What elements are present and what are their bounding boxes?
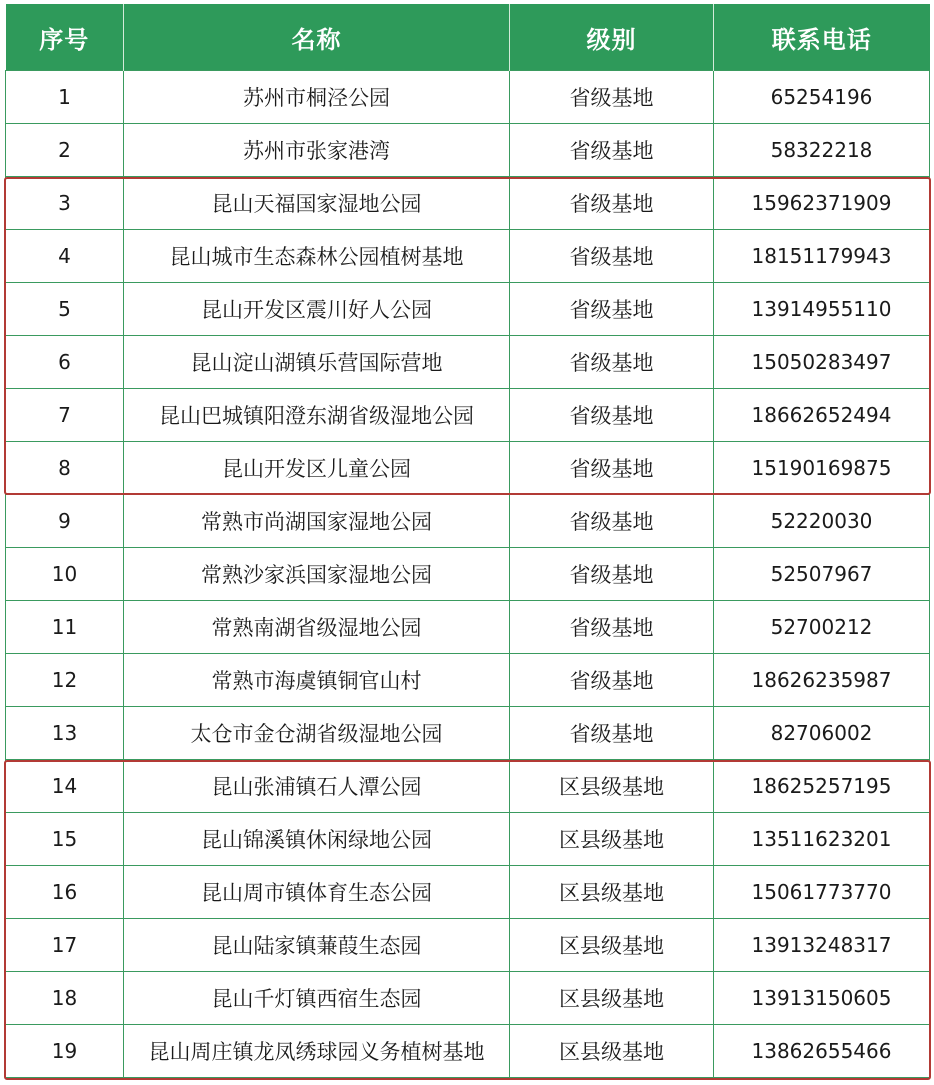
- cell-name: 昆山陆家镇蒹葭生态园: [124, 919, 510, 972]
- cell-level: 省级基地: [510, 495, 714, 548]
- table-row: [6, 972, 930, 1025]
- cell-index: 17: [6, 919, 124, 972]
- cell-index: 3: [6, 177, 124, 230]
- cell-index: 2: [6, 124, 124, 177]
- cell-index: 9: [6, 495, 124, 548]
- cell-level: 省级基地: [510, 654, 714, 707]
- cell-phone: 82706002: [714, 707, 930, 760]
- cell-index: 10: [6, 548, 124, 601]
- cell-phone: 13914955110: [714, 283, 930, 336]
- table-row: [6, 177, 930, 230]
- cell-name: 昆山天福国家湿地公园: [124, 177, 510, 230]
- table-row: [6, 1025, 930, 1078]
- cell-phone: 52220030: [714, 495, 930, 548]
- cell-level: 省级基地: [510, 124, 714, 177]
- cell-phone: 13511623201: [714, 813, 930, 866]
- cell-name: 太仓市金仓湖省级湿地公园: [124, 707, 510, 760]
- cell-level: 区县级基地: [510, 813, 714, 866]
- cell-name: 昆山巴城镇阳澄东湖省级湿地公园: [124, 389, 510, 442]
- table-row: [6, 601, 930, 654]
- cell-name: 常熟市尚湖国家湿地公园: [124, 495, 510, 548]
- header-index: 序号: [6, 4, 124, 71]
- cell-phone: 18626235987: [714, 654, 930, 707]
- table-row: [6, 654, 930, 707]
- table-header-row: [6, 4, 930, 71]
- cell-name: 常熟南湖省级湿地公园: [124, 601, 510, 654]
- cell-phone: 13913248317: [714, 919, 930, 972]
- cell-phone: 18151179943: [714, 230, 930, 283]
- cell-level: 省级基地: [510, 177, 714, 230]
- table-row: [6, 813, 930, 866]
- cell-name: 昆山锦溪镇休闲绿地公园: [124, 813, 510, 866]
- cell-level: 省级基地: [510, 442, 714, 495]
- cell-phone: 18625257195: [714, 760, 930, 813]
- table-row: [6, 707, 930, 760]
- cell-level: 省级基地: [510, 548, 714, 601]
- cell-level: 区县级基地: [510, 866, 714, 919]
- cell-phone: 52700212: [714, 601, 930, 654]
- cell-level: 省级基地: [510, 230, 714, 283]
- cell-phone: 65254196: [714, 71, 930, 124]
- cell-name: 昆山张浦镇石人潭公园: [124, 760, 510, 813]
- cell-index: 7: [6, 389, 124, 442]
- header-level: 级别: [510, 4, 714, 71]
- cell-phone: 13913150605: [714, 972, 930, 1025]
- table-row: [6, 866, 930, 919]
- header-phone: 联系电话: [714, 4, 930, 71]
- cell-phone: 13862655466: [714, 1025, 930, 1078]
- cell-index: 13: [6, 707, 124, 760]
- cell-name: 苏州市张家港湾: [124, 124, 510, 177]
- cell-index: 4: [6, 230, 124, 283]
- cell-level: 省级基地: [510, 336, 714, 389]
- cell-phone: 52507967: [714, 548, 930, 601]
- cell-name: 昆山周市镇体育生态公园: [124, 866, 510, 919]
- cell-level: 区县级基地: [510, 760, 714, 813]
- table-row: [6, 495, 930, 548]
- table-row: [6, 919, 930, 972]
- cell-level: 区县级基地: [510, 972, 714, 1025]
- cell-index: 6: [6, 336, 124, 389]
- cell-phone: 18662652494: [714, 389, 930, 442]
- cell-level: 区县级基地: [510, 1025, 714, 1078]
- table-row: [6, 760, 930, 813]
- cell-name: 昆山周庄镇龙凤绣球园义务植树基地: [124, 1025, 510, 1078]
- header-name: 名称: [124, 4, 510, 71]
- cell-index: 1: [6, 71, 124, 124]
- cell-level: 省级基地: [510, 601, 714, 654]
- cell-index: 19: [6, 1025, 124, 1078]
- cell-level: 省级基地: [510, 71, 714, 124]
- table-row: [6, 548, 930, 601]
- cell-index: 8: [6, 442, 124, 495]
- cell-level: 省级基地: [510, 283, 714, 336]
- cell-index: 16: [6, 866, 124, 919]
- table-row: [6, 124, 930, 177]
- cell-name: 常熟沙家浜国家湿地公园: [124, 548, 510, 601]
- table-row: [6, 283, 930, 336]
- table-row: [6, 336, 930, 389]
- cell-name: 苏州市桐泾公园: [124, 71, 510, 124]
- table-row: [6, 230, 930, 283]
- cell-name: 昆山千灯镇西宿生态园: [124, 972, 510, 1025]
- cell-phone: 15190169875: [714, 442, 930, 495]
- cell-name: 昆山开发区震川好人公园: [124, 283, 510, 336]
- cell-name: 昆山淀山湖镇乐营国际营地: [124, 336, 510, 389]
- cell-index: 14: [6, 760, 124, 813]
- cell-level: 省级基地: [510, 389, 714, 442]
- cell-index: 5: [6, 283, 124, 336]
- table-row: [6, 71, 930, 124]
- cell-index: 18: [6, 972, 124, 1025]
- cell-phone: 58322218: [714, 124, 930, 177]
- base-list-table: [5, 4, 930, 1078]
- cell-phone: 15061773770: [714, 866, 930, 919]
- cell-index: 11: [6, 601, 124, 654]
- cell-name: 昆山开发区儿童公园: [124, 442, 510, 495]
- cell-index: 12: [6, 654, 124, 707]
- cell-phone: 15050283497: [714, 336, 930, 389]
- cell-index: 15: [6, 813, 124, 866]
- cell-level: 省级基地: [510, 707, 714, 760]
- cell-name: 常熟市海虞镇铜官山村: [124, 654, 510, 707]
- table-row: [6, 389, 930, 442]
- cell-name: 昆山城市生态森林公园植树基地: [124, 230, 510, 283]
- table-row: [6, 442, 930, 495]
- cell-level: 区县级基地: [510, 919, 714, 972]
- cell-phone: 15962371909: [714, 177, 930, 230]
